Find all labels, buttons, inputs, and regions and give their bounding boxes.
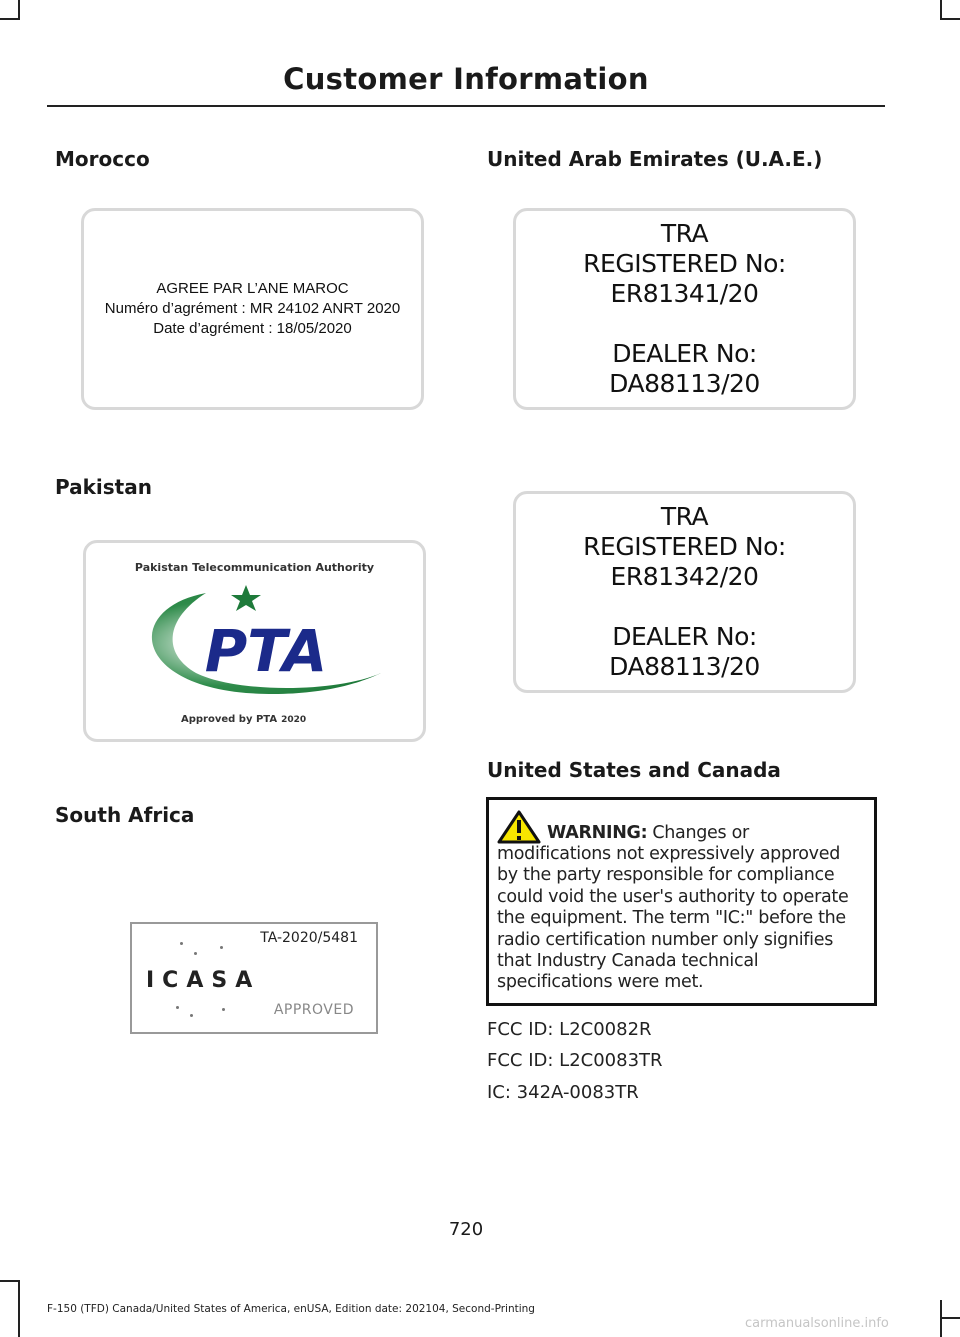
warning-triangle-icon bbox=[497, 810, 541, 844]
pta-year: 2020 bbox=[281, 715, 307, 725]
tra-line: REGISTERED No: bbox=[583, 532, 786, 561]
warning-first-text: Changes or bbox=[652, 822, 749, 843]
morocco-line: AGREE PAR L’ANE MAROC bbox=[156, 280, 349, 297]
icasa-dot bbox=[222, 1008, 225, 1011]
title-divider bbox=[47, 105, 885, 107]
watermark: carmanualsonline.info bbox=[745, 1316, 889, 1331]
icasa-number: TA-2020/5481 bbox=[260, 930, 358, 946]
pta-logo bbox=[86, 543, 423, 739]
morocco-line: Date d’agrément : 18/05/2020 bbox=[153, 320, 352, 337]
pta-header: Pakistan Telecommunication Authority bbox=[134, 561, 375, 574]
icasa-dot bbox=[220, 946, 223, 949]
icasa-dot bbox=[176, 1006, 179, 1009]
heading-uae: United Arab Emirates (U.A.E.) bbox=[487, 147, 823, 171]
page-title: Customer Information bbox=[283, 62, 649, 96]
heading-us-canada: United States and Canada bbox=[487, 758, 781, 782]
heading-south-africa: South Africa bbox=[55, 803, 195, 827]
tra-line: DEALER No: bbox=[612, 622, 757, 651]
pta-approved: Approved by PTA bbox=[181, 714, 278, 725]
crop-mark bbox=[18, 1280, 20, 1337]
fcc-id: FCC ID: L2C0082R bbox=[487, 1019, 652, 1040]
warning-first-line bbox=[497, 810, 866, 844]
star-icon bbox=[231, 585, 261, 611]
crop-mark bbox=[18, 0, 20, 20]
tra-line: DA88113/20 bbox=[609, 369, 760, 398]
icasa-dot bbox=[194, 952, 197, 955]
crop-mark bbox=[940, 18, 960, 20]
tra-line: ER81342/20 bbox=[610, 562, 759, 591]
heading-morocco: Morocco bbox=[55, 147, 150, 171]
warning-box bbox=[486, 797, 877, 1006]
tra-line: REGISTERED No: bbox=[583, 249, 786, 278]
tra-certificate-2 bbox=[513, 491, 856, 693]
icasa-dot bbox=[190, 1014, 193, 1017]
tra-certificate-1 bbox=[513, 208, 856, 410]
crop-mark bbox=[0, 1280, 20, 1282]
tra-line: TRA bbox=[660, 502, 709, 531]
ic-id: IC: 342A-0083TR bbox=[487, 1082, 639, 1103]
fcc-id: FCC ID: L2C0083TR bbox=[487, 1050, 663, 1071]
crop-mark bbox=[0, 18, 20, 20]
warning-label: WARNING: bbox=[547, 822, 648, 843]
icasa-approved: APPROVED bbox=[273, 1002, 354, 1018]
pta-footer bbox=[181, 714, 306, 725]
pta-logo-text: PTA bbox=[204, 617, 328, 685]
morocco-certificate bbox=[81, 208, 424, 410]
heading-pakistan: Pakistan bbox=[55, 475, 152, 499]
tra-line: DEALER No: bbox=[612, 339, 757, 368]
tra-line: DA88113/20 bbox=[609, 652, 760, 681]
footer-edition: F-150 (TFD) Canada/United States of America, enUSA, Edition date: 202104, Second-Printing bbox=[47, 1303, 535, 1315]
icasa-certificate bbox=[130, 922, 378, 1034]
crop-mark bbox=[940, 1317, 960, 1319]
page-number: 720 bbox=[448, 1219, 484, 1240]
icasa-logo: ICASA bbox=[146, 968, 261, 993]
warning-text: modifications not expressively approved by the party responsible for compliance could void the user's authority to operate the equipment. The term "IC:" before the radio certification number only signifies that Industry Canada technical specifications were met. bbox=[497, 844, 849, 993]
icasa-dot bbox=[180, 942, 183, 945]
crop-mark bbox=[940, 0, 942, 20]
pakistan-certificate bbox=[83, 540, 426, 742]
tra-line: TRA bbox=[660, 219, 709, 248]
tra-line: ER81341/20 bbox=[610, 279, 759, 308]
morocco-line: Numéro d’agrément : MR 24102 ANRT 2020 bbox=[104, 300, 401, 317]
